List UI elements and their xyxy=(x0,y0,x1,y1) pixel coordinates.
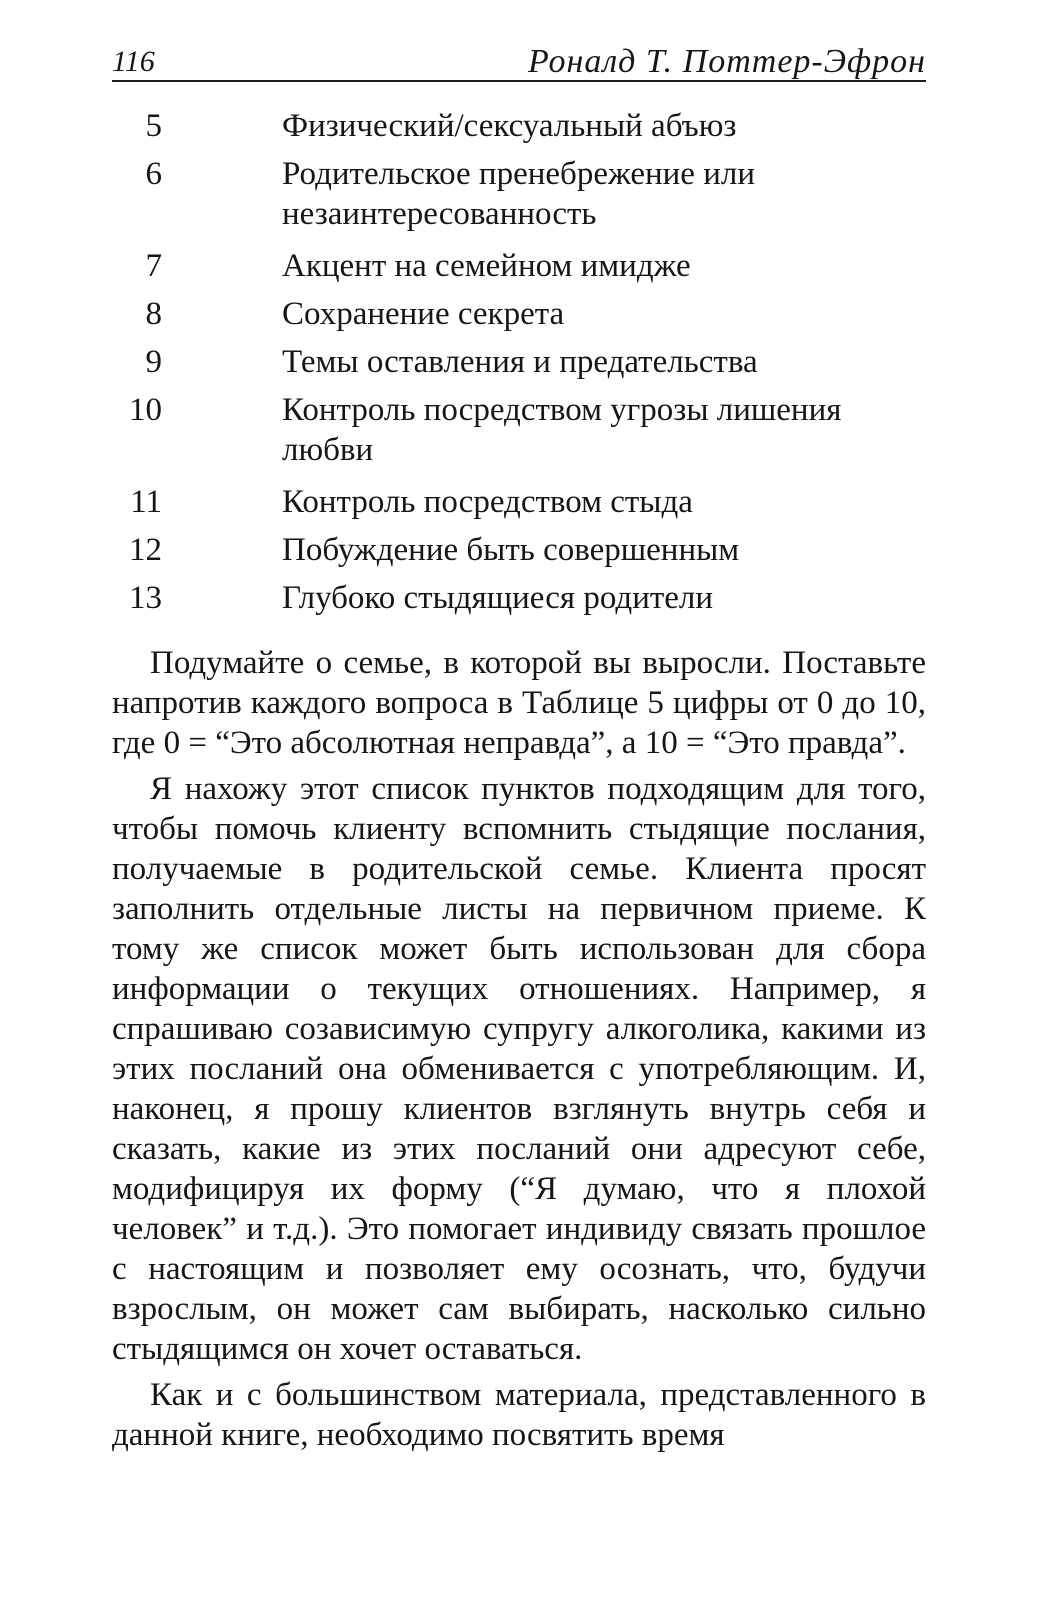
list-item-text: Сохранение секрета xyxy=(282,296,565,332)
list-item xyxy=(112,528,926,576)
paragraph: Как и с большинством материала, представленного в данной книге, необходимо посвятить время xyxy=(112,1377,926,1453)
list-item-number: 11 xyxy=(130,484,162,520)
paragraph: Я нахожу этот список пунктов подходящим для того, чтобы помочь клиенту вспомнить стыдящие послания, получаемые в родительской семье. Клиента просят заполнить отдельные листы на первичном приеме. К тому же список может быть использован для сбора информации о текущих отношениях. Например, я спрашиваю созависимую супругу алкоголика, какими из этих посланий она обменивается с употребляющим. И, наконец, я прошу клиентов взглянуть внутрь себя и сказать, какие из этих посланий они адресуют себе, модифицируя их форму (“Я думаю, что я плохой человек” и т.д.). Это помогает индивиду связать прошлое с настоящим и позволяет ему осознать, что, будучи взрослым, он может сам выбирать, насколько сильно стыдящимся он хочет оставаться. xyxy=(112,771,926,1367)
list-item xyxy=(112,480,926,528)
list-item-number: 10 xyxy=(129,392,162,428)
list-item xyxy=(112,388,926,480)
list-item-text: Акцент на семейном имидже xyxy=(282,248,691,284)
list-item-text: Глубоко стыдящиеся родители xyxy=(282,580,714,616)
list-item-number: 9 xyxy=(145,344,162,380)
page-number: 116 xyxy=(112,45,155,78)
list-item-text: Контроль посредством стыда xyxy=(282,484,693,520)
list-item xyxy=(112,292,926,340)
list-item-text: Родительское пренебрежение или незаинтересованность xyxy=(282,156,755,232)
header-rule xyxy=(112,80,926,82)
list-item-text: Контроль посредством угрозы лишения любви xyxy=(282,392,842,468)
running-head: Роналд Т. Поттер-Эфрон xyxy=(527,43,926,80)
list-item xyxy=(112,244,926,292)
page-header xyxy=(112,43,926,86)
list-item-text: Физический/сексуальный абъюз xyxy=(282,108,737,144)
list-item-number: 13 xyxy=(129,580,162,616)
list-item-number: 7 xyxy=(145,248,162,284)
numbered-list xyxy=(112,104,926,624)
list-item xyxy=(112,340,926,388)
list-item-number: 5 xyxy=(145,108,162,144)
list-item xyxy=(112,152,926,244)
paragraph: Подумайте о семье, в которой вы выросли. Поставьте напротив каждого вопроса в Таблице 5 цифры от 0 до 10, где 0 = “Это абсолютная неправда”, а 10 = “Это правда”. xyxy=(112,645,926,761)
list-item xyxy=(112,576,926,624)
list-item-text: Побуждение быть совершенным xyxy=(282,532,740,568)
list-item-number: 6 xyxy=(145,156,162,192)
list-item xyxy=(112,104,926,152)
list-item-number: 8 xyxy=(145,296,162,332)
list-item-number: 12 xyxy=(129,532,162,568)
body-text xyxy=(112,643,926,1461)
list-item-text: Темы оставления и предательства xyxy=(282,344,758,380)
